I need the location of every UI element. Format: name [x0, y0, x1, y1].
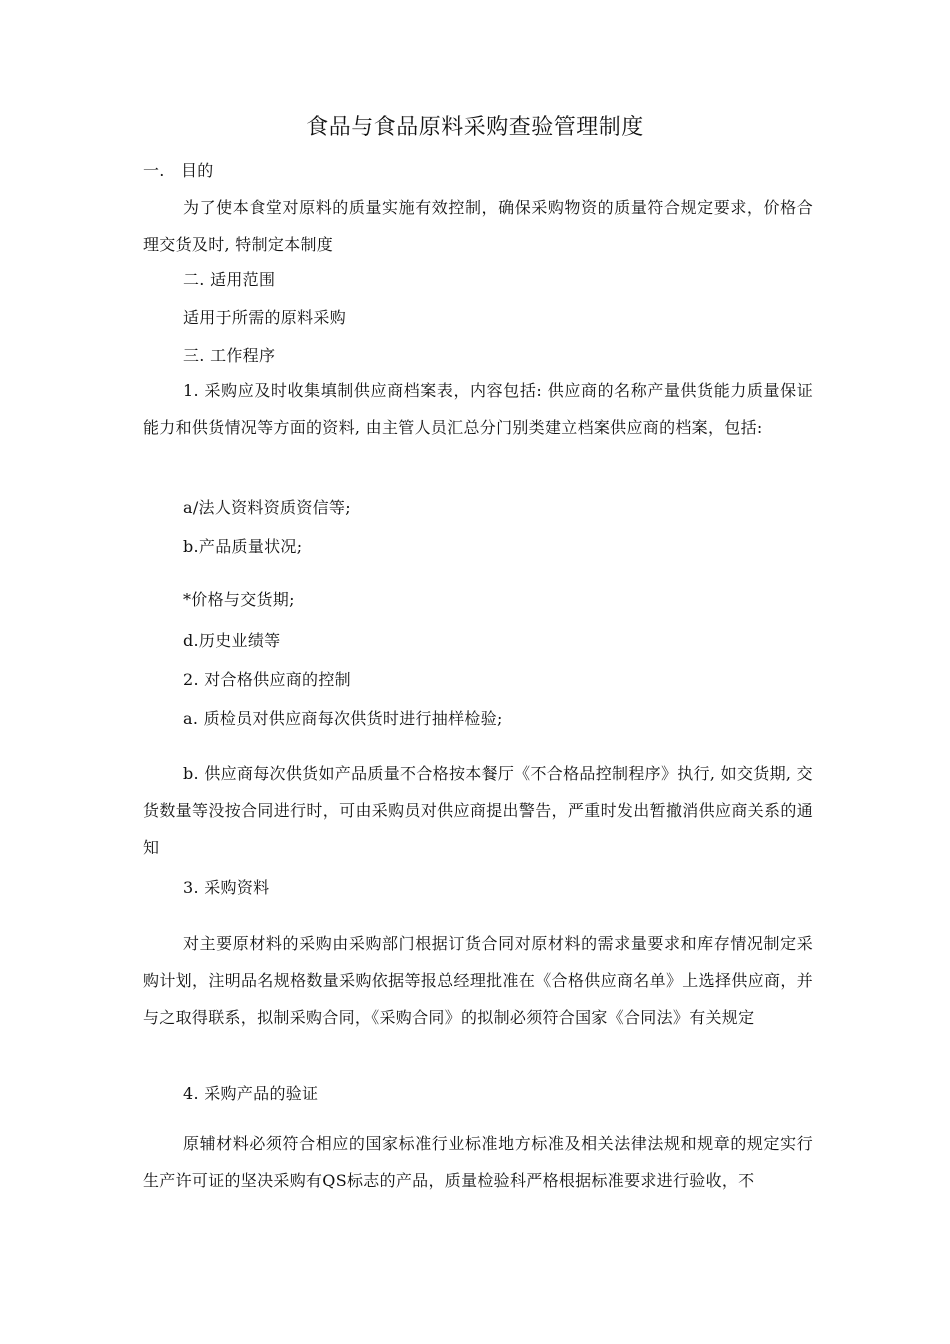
item-3-paragraph: 对主要原材料的采购由采购部门根据订货合同对原材料的需求量要求和库存情况制定采购计划，注明品名规格数量采购依据等报总经理批准在《合格供应商名单》上选择供应商，并与之取得联系，拟制采购合同，《采购合同》的拟制必须符合国家《合同法》有关规定: [143, 934, 813, 1027]
item-1-sub-c: *价格与交货期;: [183, 590, 295, 609]
item-2-sub-a: a. 质检员对供应商每次供货时进行抽样检验;: [183, 709, 503, 728]
section-2-paragraph: 适用于所需的原料采购: [183, 308, 347, 327]
item-1-sub-d: d.历史业绩等: [183, 631, 281, 650]
section-1-number: 一.: [143, 161, 165, 180]
item-2-sub-b-paragraph: b. 供应商每次供货如产品质量不合格按本餐厅《不合格品控制程序》执行, 如交货期, 交货数量等没按合同进行时，可由采购员对供应商提出警告，严重时发出暂撤消供应商关系的通知: [143, 764, 813, 857]
item-2-heading: 2. 对合格供应商的控制: [183, 670, 351, 689]
document-title: 食品与食品原料采购查验管理制度: [306, 115, 644, 140]
section-2-heading: 二. 适用范围: [183, 270, 276, 289]
item-3-heading: 3. 采购资料: [183, 878, 270, 897]
item-1-paragraph: 1. 采购应及时收集填制供应商档案表，内容包括: 供应商的名称产量供货能力质量保证能力和供货情况等方面的资料, 由主管人员汇总分门别类建立档案供应商的档案，包括:: [143, 381, 813, 437]
section-3-heading: 三. 工作程序: [183, 346, 276, 365]
item-4-heading: 4. 采购产品的验证: [183, 1084, 319, 1103]
section-1-heading: [143, 160, 214, 182]
item-1-sub-b: b.产品质量状况;: [183, 537, 303, 556]
section-1-title: 目的: [181, 161, 214, 180]
item-1-sub-a: a/法人资料资质资信等;: [183, 498, 351, 517]
section-1-paragraph: 为了使本食堂对原料的质量实施有效控制，确保采购物资的质量符合规定要求，价格合理交货及时, 特制定本制度: [143, 198, 813, 254]
item-4-paragraph: 原辅材料必须符合相应的国家标准行业标准地方标准及相关法律法规和规章的规定实行生产许可证的坚决采购有QS标志的产品，质量检验科严格根据标准要求进行验收，不: [143, 1134, 813, 1190]
